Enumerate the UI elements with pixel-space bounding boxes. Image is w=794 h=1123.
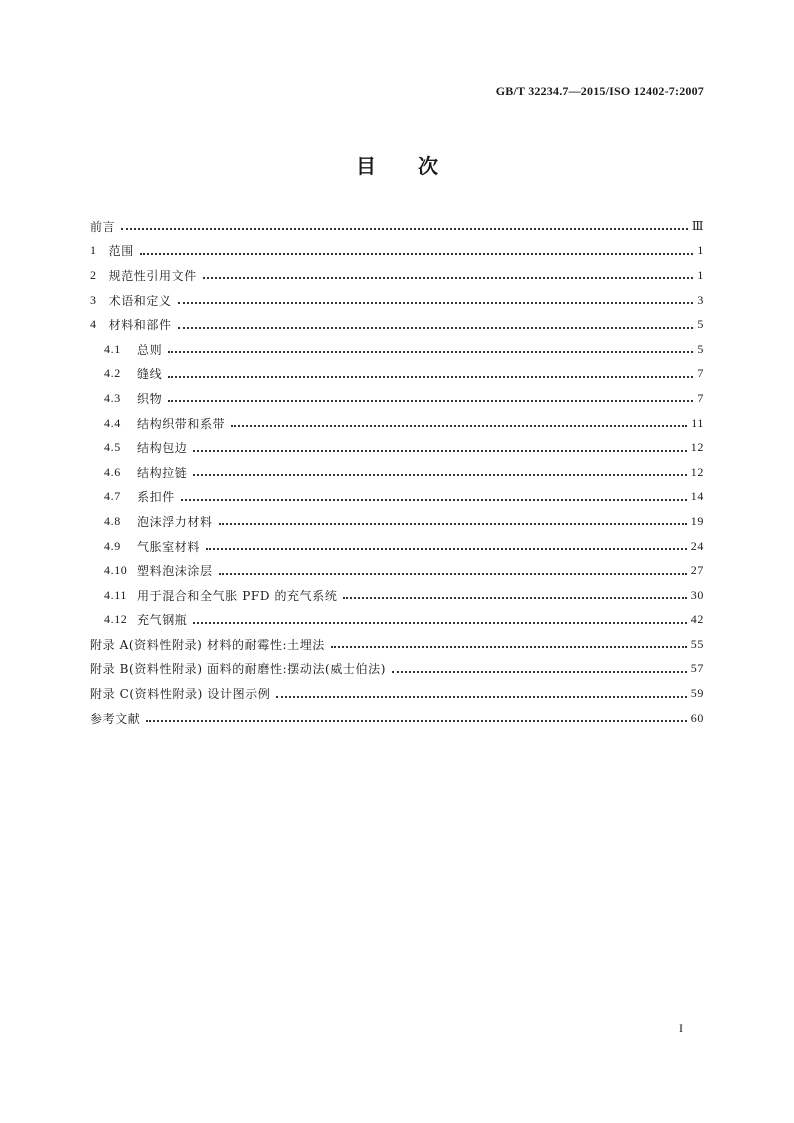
toc-entry-text: 范围 — [108, 244, 134, 259]
toc-leader-dots — [203, 265, 694, 279]
toc-entry-page: 5 — [697, 341, 704, 356]
toc-leader-dots — [181, 487, 687, 501]
toc-entry-number: 4.8 — [104, 513, 121, 528]
page-number: I — [679, 1021, 683, 1035]
toc-entry-page: 1 — [697, 243, 704, 258]
toc-entry-text: 附录 B(资料性附录) 面料的耐磨性:摆动法(威士伯法) — [90, 662, 387, 677]
toc-entry-4-3[interactable] — [90, 386, 704, 411]
toc-entry-text: 附录 C(资料性附录) 设计图示例 — [90, 687, 271, 702]
toc-entry-4-4[interactable] — [90, 411, 704, 436]
toc-leader-dots — [219, 561, 687, 575]
toc-entry-text: 前言 — [90, 219, 116, 234]
toc-entry-page: 27 — [690, 563, 704, 578]
toc-entry-number: 4.7 — [104, 489, 121, 504]
toc-entry-text: 气胀室材料 — [137, 539, 201, 554]
toc-entry-text: 系扣件 — [137, 490, 175, 505]
toc-leader-dots — [193, 438, 686, 452]
toc-entry-annex-b[interactable] — [90, 657, 704, 682]
toc-entry-4-8[interactable] — [90, 509, 704, 534]
toc-entry-number: 2 — [90, 267, 97, 282]
toc-entry-page: 24 — [690, 538, 704, 553]
toc-entry-4-2[interactable] — [90, 362, 704, 387]
toc-entry-text: 参考文献 — [90, 711, 141, 726]
toc-entry-page: 7 — [697, 390, 704, 405]
toc-entry-page: 60 — [690, 710, 704, 725]
toc-leader-dots — [343, 585, 686, 599]
toc-leader-dots — [146, 708, 686, 722]
toc-leader-dots — [140, 241, 694, 255]
toc-leader-dots — [168, 364, 693, 378]
toc-leader-dots — [178, 315, 694, 329]
toc-entry-text: 结构包边 — [137, 441, 188, 456]
toc-entry-page: 30 — [690, 587, 704, 602]
table-of-contents — [90, 214, 704, 730]
toc-entry-number: 3 — [90, 292, 97, 307]
toc-entry-4[interactable] — [90, 312, 704, 337]
toc-entry-bibliography[interactable] — [90, 706, 704, 731]
toc-entry-text: 塑料泡沫涂层 — [137, 564, 213, 579]
toc-entry-text: 附录 A(资料性附录) 材料的耐霉性:土埋法 — [90, 637, 325, 652]
toc-leader-dots — [206, 536, 687, 550]
toc-leader-dots — [193, 462, 686, 476]
toc-entry-page: 12 — [690, 464, 704, 479]
toc-entry-page: 11 — [691, 415, 704, 430]
toc-entry-number: 4.3 — [104, 390, 121, 405]
toc-entry-text: 织物 — [137, 391, 163, 406]
toc-leader-dots — [168, 388, 693, 402]
toc-entry-4-9[interactable] — [90, 534, 704, 559]
toc-leader-dots — [219, 511, 687, 525]
toc-entry-number: 4.6 — [104, 464, 121, 479]
toc-leader-dots — [276, 684, 686, 698]
toc-entry-4-11[interactable] — [90, 583, 704, 608]
toc-entry-page: 3 — [697, 292, 704, 307]
toc-entry-2[interactable] — [90, 263, 704, 288]
toc-entry-text: 材料和部件 — [108, 318, 172, 333]
toc-entry-text: 泡沫浮力材料 — [137, 514, 213, 529]
toc-entry-number: 4.12 — [104, 612, 128, 627]
toc-entry-annex-a[interactable] — [90, 632, 704, 657]
toc-entry-foreword[interactable] — [90, 214, 704, 239]
toc-entry-number: 4.4 — [104, 415, 121, 430]
toc-entry-text: 用于混合和全气胀 PFD 的充气系统 — [137, 588, 338, 603]
toc-leader-dots — [168, 339, 693, 353]
toc-entry-text: 结构拉链 — [137, 465, 188, 480]
toc-entry-number: 4.2 — [104, 366, 121, 381]
toc-entry-page: 5 — [697, 317, 704, 332]
toc-entry-number: 4.10 — [104, 563, 128, 578]
toc-entry-text: 结构织带和系带 — [137, 416, 226, 431]
toc-leader-dots — [121, 216, 688, 230]
toc-leader-dots — [178, 290, 694, 304]
toc-entry-text: 总则 — [137, 342, 163, 357]
toc-entry-page: 1 — [697, 267, 704, 282]
toc-leader-dots — [231, 413, 687, 427]
toc-entry-number: 4.1 — [104, 341, 121, 356]
toc-entry-4-12[interactable] — [90, 608, 704, 633]
toc-entry-number: 1 — [90, 243, 97, 258]
toc-entry-4-6[interactable] — [90, 460, 704, 485]
toc-entry-number: 4.5 — [104, 440, 121, 455]
toc-entry-page: 42 — [690, 612, 704, 627]
toc-entry-text: 规范性引用文件 — [108, 268, 197, 283]
toc-entry-text: 充气钢瓶 — [137, 613, 188, 628]
page-title: 目次 — [356, 154, 480, 178]
toc-entry-page: 19 — [690, 513, 704, 528]
toc-leader-dots — [331, 634, 687, 648]
toc-entry-number: 4 — [90, 317, 97, 332]
toc-entry-page: Ⅲ — [691, 218, 704, 233]
toc-entry-text: 缝线 — [137, 367, 163, 382]
toc-entry-page: 12 — [690, 440, 704, 455]
toc-entry-page: 59 — [690, 686, 704, 701]
toc-entry-4-10[interactable] — [90, 558, 704, 583]
toc-entry-4-1[interactable] — [90, 337, 704, 362]
toc-entry-page: 7 — [697, 366, 704, 381]
toc-entry-4-5[interactable] — [90, 435, 704, 460]
toc-entry-annex-c[interactable] — [90, 681, 704, 706]
toc-entry-page: 57 — [690, 661, 704, 676]
toc-leader-dots — [392, 659, 687, 673]
toc-entry-number: 4.9 — [104, 538, 121, 553]
toc-entry-1[interactable] — [90, 239, 704, 264]
toc-leader-dots — [193, 610, 686, 624]
toc-entry-3[interactable] — [90, 288, 704, 313]
toc-entry-4-7[interactable] — [90, 485, 704, 510]
toc-entry-page: 14 — [690, 489, 704, 504]
toc-entry-number: 4.11 — [104, 587, 127, 602]
toc-entry-text: 术语和定义 — [108, 293, 172, 308]
toc-entry-page: 55 — [690, 636, 704, 651]
standard-number-header: GB/T 32234.7—2015/ISO 12402-7:2007 — [495, 84, 704, 98]
